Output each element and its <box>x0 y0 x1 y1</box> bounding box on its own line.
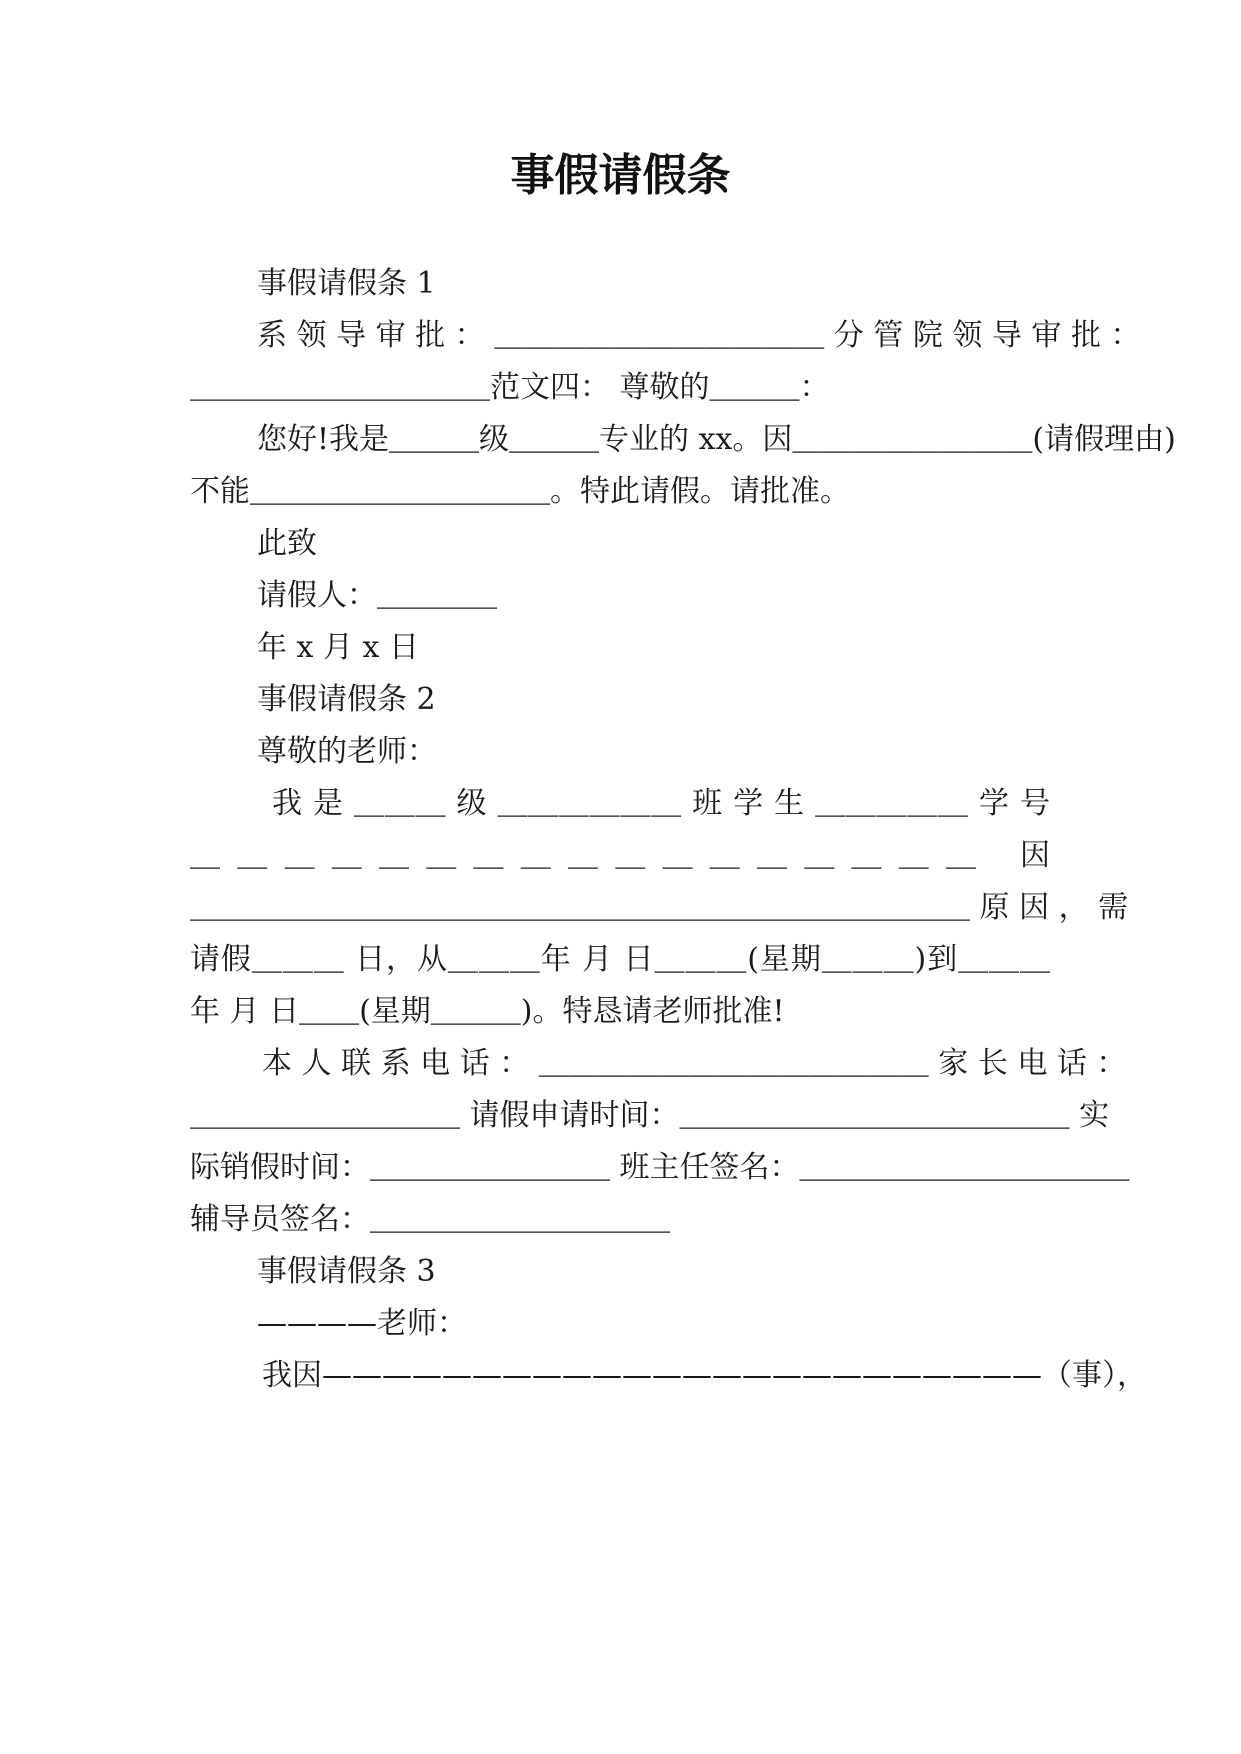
text-line: 际销假时间：＿＿＿＿＿＿＿＿ 班主任签名：＿＿＿＿＿＿＿＿＿＿＿ <box>190 1150 1130 1185</box>
text-line: 请假人：＿＿＿＿ <box>257 578 497 613</box>
text-line: 本 人 联 系 电 话 ： ＿＿＿＿＿＿＿＿＿＿＿＿＿ 家 长 电 话 ： <box>262 1046 1127 1081</box>
text-line: ＿＿＿＿＿＿＿＿＿＿＿＿＿＿＿＿＿ 因 <box>190 838 1050 873</box>
text-line: 您好!我是＿＿＿级＿＿＿专业的 xx。因＿＿＿＿＿＿＿＿(请假理由) <box>257 422 1176 457</box>
text-line: ＿＿＿＿＿＿＿＿＿ 请假申请时间：＿＿＿＿＿＿＿＿＿＿＿＿＿ 实 <box>190 1098 1110 1133</box>
text-line: ＿＿＿＿＿＿＿＿＿＿范文四： 尊敬的＿＿＿： <box>190 370 830 405</box>
text-line: 不能＿＿＿＿＿＿＿＿＿＿。特此请假。请批准。 <box>190 474 850 509</box>
section-heading-2: 事假请假条 2 <box>257 682 436 717</box>
text-line: 我因————————————————————————（事）， <box>262 1358 1147 1393</box>
text-line: ＿＿＿＿＿＿＿＿＿＿＿＿＿＿＿＿＿＿＿＿＿＿＿＿＿＿ 原 因 ， 需 <box>190 890 1129 925</box>
text-line: 辅导员签名：＿＿＿＿＿＿＿＿＿＿ <box>190 1202 670 1237</box>
section-heading-1: 事假请假条 1 <box>257 266 436 301</box>
text-line: 请假＿＿＿ 日，从＿＿＿年 月 日＿＿＿(星期＿＿＿)到＿＿＿ <box>190 942 1050 977</box>
greeting-line: 尊敬的老师： <box>257 734 437 769</box>
text-line: 年 月 日＿＿(星期＿＿＿)。特恳请老师批准! <box>190 994 785 1029</box>
text-line: 此致 <box>257 526 317 561</box>
text-line: 我 是 ＿＿＿ 级 ＿＿＿＿＿＿ 班 学 生 ＿＿＿＿＿ 学 号 <box>272 786 1050 821</box>
approval-line: 系 领 导 审 批 ： ＿＿＿＿＿＿＿＿＿＿＿ 分 管 院 领 导 审 批 ： <box>257 318 1141 353</box>
greeting-line: ————老师： <box>257 1306 467 1341</box>
document-title: 事假请假条 <box>510 150 731 201</box>
section-heading-3: 事假请假条 3 <box>257 1254 436 1289</box>
date-line: 年 x 月 x 日 <box>257 630 419 665</box>
